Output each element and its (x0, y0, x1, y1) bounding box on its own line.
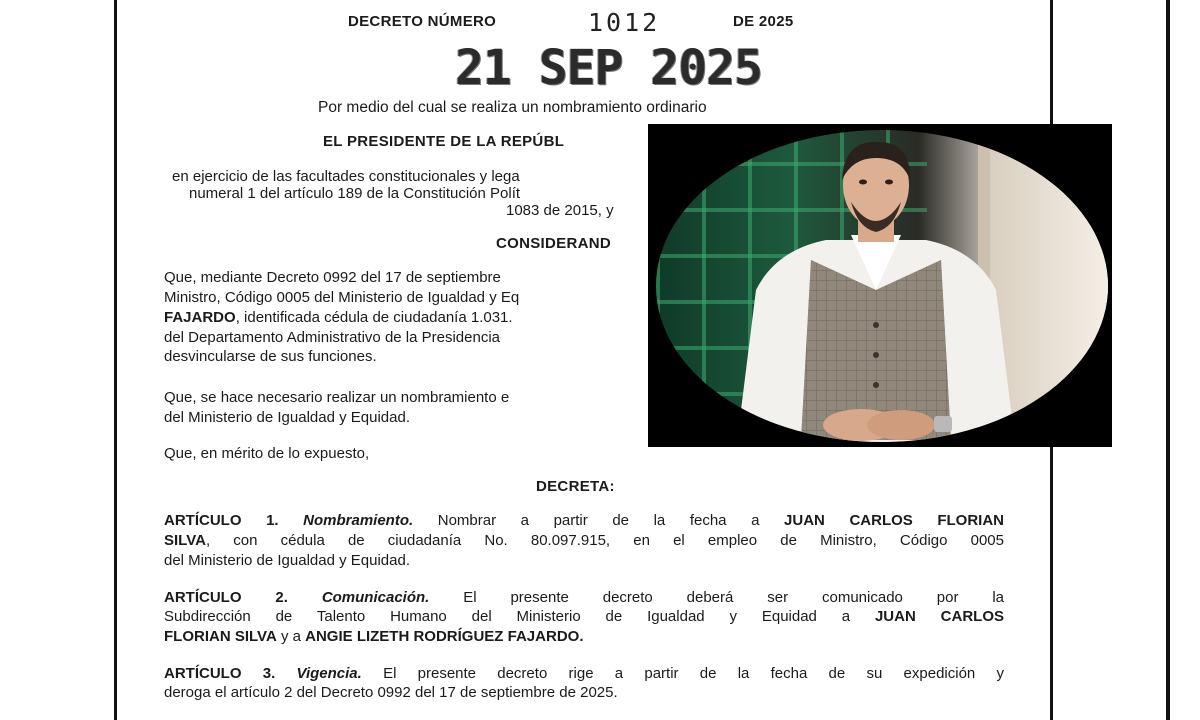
article-2-name-a: JUAN CARLOS (874, 608, 1004, 625)
article-2-text-b: Subdirección de Talento Humano del Ministerio de Igualdad y Equidad a (164, 608, 851, 625)
considering-heading: CONSIDERAND (496, 235, 611, 252)
consid-1-line-3-rest: , identificada cédula de ciudadanía 1.031. (235, 309, 513, 326)
date-stamp: 21 SEP 2025 (455, 40, 762, 96)
authority-heading: EL PRESIDENTE DE LA REPÚBL (323, 133, 565, 150)
article-1-name-a: JUAN CARLOS FLORIAN (784, 512, 1005, 529)
powers-line-2: numeral 1 del artículo 189 de la Constitución Polít (189, 185, 521, 202)
article-3-line-2: deroga el artículo 2 del Decreto 0992 del 17 de septiembre de 2025. (164, 684, 618, 701)
article-2-line-2 (164, 607, 1004, 627)
article-1-line-3: del Ministerio de Igualdad y Equidad. (164, 552, 410, 569)
article-2-name-b: FLORIAN SILVA (164, 628, 277, 645)
powers-line-3: 1083 de 2015, y (506, 202, 614, 219)
article-1-name-b: SILVA (164, 532, 206, 549)
article-3-text-a: El presente decreto rige a partir de la fecha de su expedición y (383, 665, 1005, 682)
man-portrait-image (716, 140, 1036, 442)
consid-1-line-4: del Departamento Administrativo de la Presidencia (164, 329, 501, 346)
article-1-text-b: , con cédula de ciudadanía No. 80.097.915, en el empleo de Ministro, Código 0005 (205, 532, 1004, 549)
portrait-photo-overlay (648, 124, 1112, 447)
article-1-title: Nombramiento. (303, 512, 414, 529)
consid-1-bold-name: FAJARDO (164, 309, 236, 326)
article-3-title: Vigencia. (296, 665, 362, 682)
article-2-title: Comunicación. (321, 589, 430, 606)
decrees-heading: DECRETA: (536, 478, 615, 495)
article-1-line-2 (164, 531, 1004, 551)
consid-1-line-2: Ministro, Código 0005 del Ministerio de Igualdad y Eq (164, 289, 520, 306)
article-2-text-c: y a (280, 628, 301, 645)
article-1-text-a: Nombrar a partir de la fecha a (437, 512, 760, 529)
article-2-text-a: El presente decreto deberá ser comunicado por la (463, 589, 1005, 606)
consid-1-line-1: Que, mediante Decreto 0992 del 17 de septiembre (164, 269, 501, 286)
decree-subject: Por medio del cual se realiza un nombramiento ordinario (318, 99, 707, 116)
consid-2-line-2: del Ministerio de Igualdad y Equidad. (164, 409, 410, 426)
consid-1-line-3 (164, 308, 513, 328)
powers-line-1: en ejercicio de las facultades constitucionales y lega (172, 168, 520, 185)
article-3-label: ARTÍCULO 3. (164, 665, 276, 682)
consid-3: Que, en mérito de lo expuesto, (164, 445, 370, 462)
article-2-line-1 (164, 588, 1004, 608)
article-2-label: ARTÍCULO 2. (164, 589, 288, 606)
decree-year: DE 2025 (733, 13, 794, 30)
article-2-name-c: ANGIE LIZETH RODRÍGUEZ FAJARDO. (305, 628, 584, 645)
article-3-line-1 (164, 664, 1004, 684)
portrait-oval (656, 130, 1108, 442)
article-1-label: ARTÍCULO 1. (164, 512, 279, 529)
decree-number: 1012 (588, 8, 661, 37)
article-2-line-3 (164, 627, 1004, 647)
article-1-line-1 (164, 511, 1004, 531)
decree-number-label: DECRETO NÚMERO (348, 13, 497, 30)
consid-1-line-5: desvincularse de sus funciones. (164, 348, 377, 365)
consid-2-line-1: Que, se hace necesario realizar un nombramiento e (164, 389, 510, 406)
